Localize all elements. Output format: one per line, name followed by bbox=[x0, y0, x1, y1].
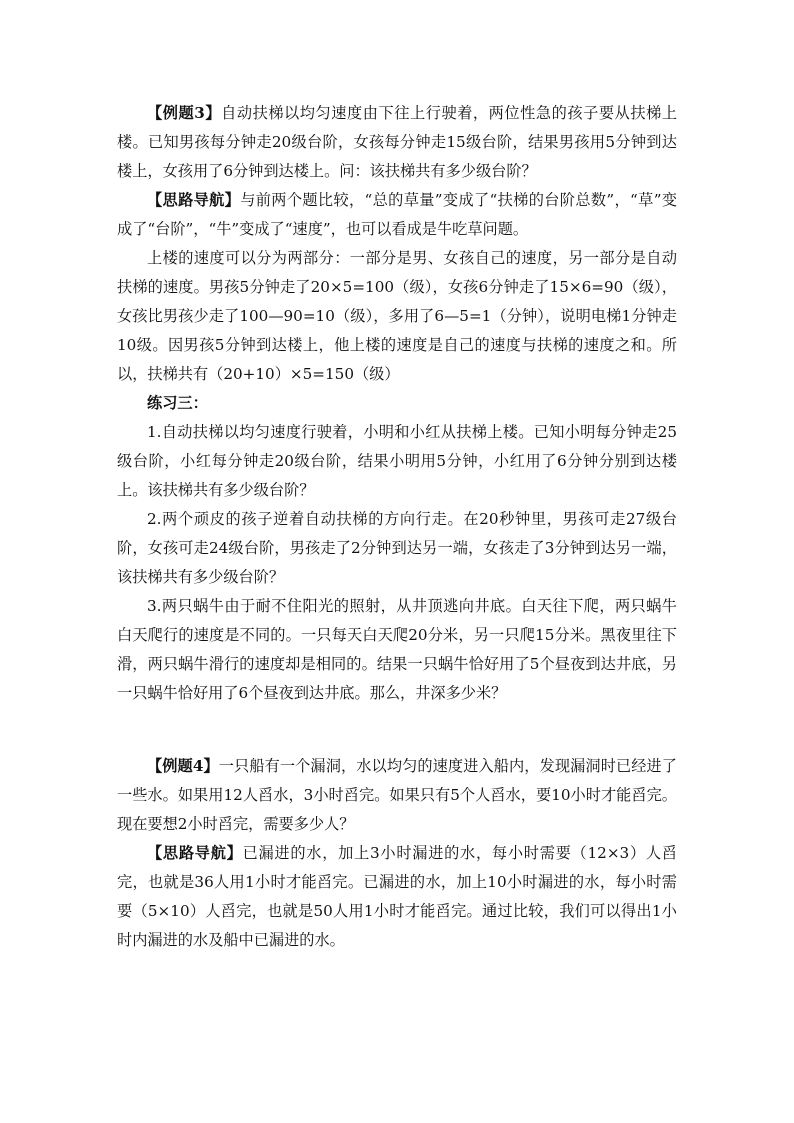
guide4-paragraph bbox=[117, 839, 677, 955]
practice3-item-1: 1.自动扶梯以均匀速度行驶着，小明和小红从扶梯上楼。已知小明每分钟走25级台阶，小红每分钟走20级台阶，结果小明用5分钟，小红用了6分钟分别到达楼上。该扶梯共有多少级台阶？ bbox=[117, 423, 677, 499]
practice3-item-2: 2.两个顽皮的孩子逆着自动扶梯的方向行走。在20秒钟里，男孩可走27级台阶，女孩可走24级台阶，男孩走了2分钟到达另一端，女孩走了3分钟到达另一端，该扶梯共有多少级台阶？ bbox=[117, 510, 677, 586]
example3-paragraph bbox=[117, 99, 677, 186]
example4-text: 一只船有一个漏洞，水以均匀的速度进入船内，发现漏洞时已经进了一些水。如果用12人舀水，3小时舀完。如果只有5个人舀水，要10小时才能舀完。现在要想2小时舀完，需要多少人？ bbox=[117, 757, 677, 833]
example3-text: 自动扶梯以均匀速度由下往上行驶着，两位性急的孩子要从扶梯上楼。已知男孩每分钟走20级台阶，女孩每分钟走15级台阶，结果男孩用5分钟到达楼上，女孩用了6分钟到达楼上。问：该扶梯共有多少级台阶？ bbox=[117, 104, 678, 180]
guide3-text: 与前两个题比较，“总的草量”变成了“扶梯的台阶总数”，“草”变成了“台阶”，“牛”变成了“速度”，也可以看成是牛吃草问题。 bbox=[117, 191, 678, 238]
guide4-label: 【思路导航】 bbox=[147, 844, 243, 862]
guide3-detail: 上楼的速度可以分为两部分：一部分是男、女孩自己的速度，另一部分是自动扶梯的速度。男孩5分钟走了20×5=100（级），女孩6分钟走了15×6=90（级），女孩比男孩少走了100—90=10（级），多用了6—5=1（分钟），说明电梯1分钟走10级。因男孩5分钟到达楼上，他上楼的速度是自己的速度与扶梯的速度之和。所以，扶梯共有（20+10）×5=150（级） bbox=[117, 249, 677, 383]
guide3-paragraph bbox=[117, 186, 677, 244]
document-page bbox=[117, 99, 677, 955]
practice3-item-3: 3.两只蜗牛由于耐不住阳光的照射，从井顶逃向井底。白天往下爬，两只蜗牛白天爬行的速度是不同的。一只每天白天爬20分米，另一只爬15分米。黑夜里往下滑，两只蜗牛滑行的速度却是相同的。结果一只蜗牛恰好用了5个昼夜到达井底，另一只蜗牛恰好用了6个昼夜到达井底。那么，井深多少米？ bbox=[117, 597, 677, 702]
practice3-heading: 练习三： bbox=[147, 394, 208, 412]
example3-label: 【例题3】 bbox=[147, 104, 222, 122]
section-gap bbox=[117, 708, 677, 752]
example4-label: 【例题4】 bbox=[147, 757, 219, 775]
example4-paragraph bbox=[117, 752, 677, 839]
guide3-label: 【思路导航】 bbox=[147, 191, 241, 209]
guide4-text: 已漏进的水，加上3小时漏进的水，每小时需要（12×3）人舀完，也就是36人用1小时才能舀完。已漏进的水，加上10小时漏进的水，每小时需要（5×10）人舀完，也就是50人用1小时才能舀完。通过比较，我们可以得出1小时内漏进的水及船中已漏进的水。 bbox=[117, 844, 677, 949]
